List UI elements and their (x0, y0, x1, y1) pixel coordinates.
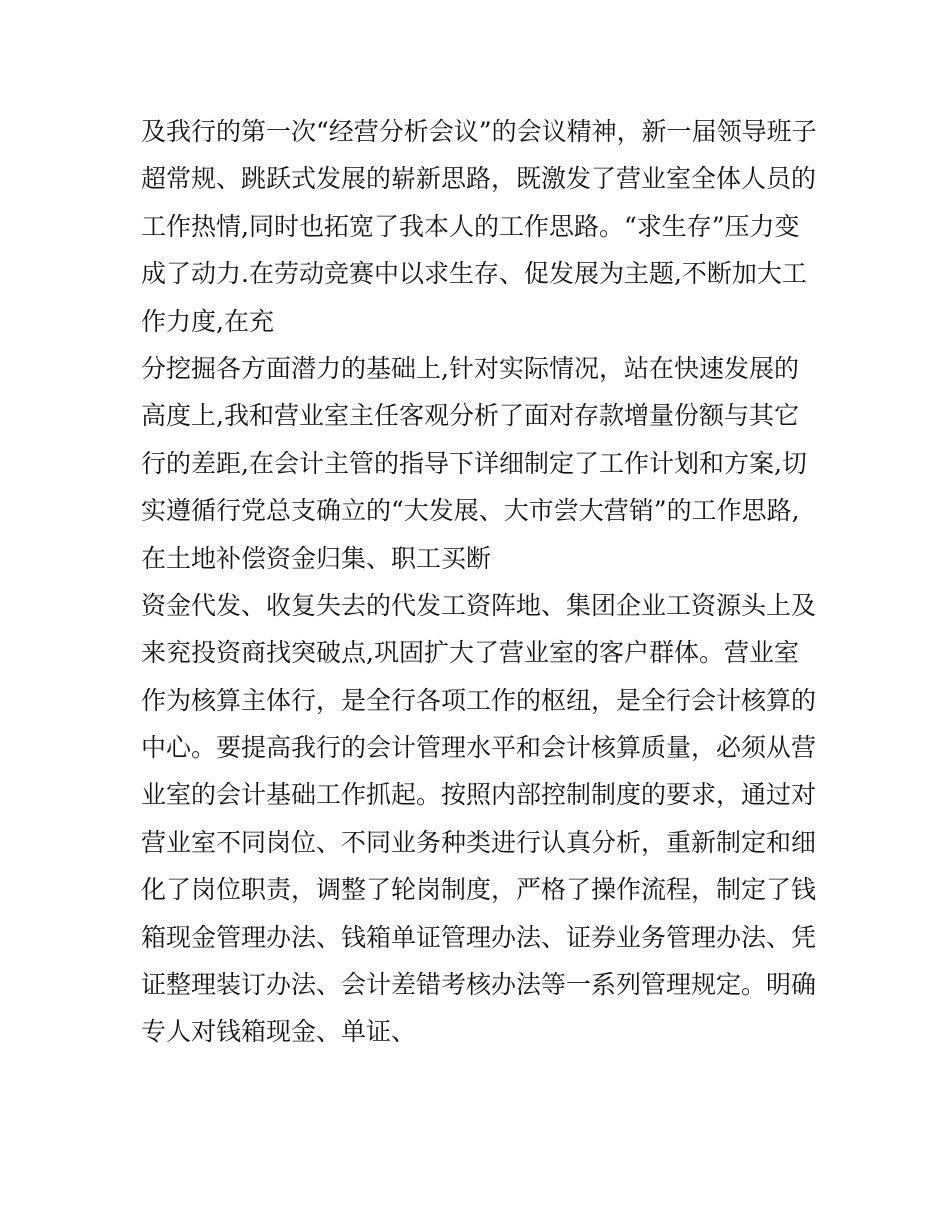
text-line: 资金代发、收复失去的代发工资阵地、集团企业工资源头上及 (141, 590, 817, 620)
text-line: 来兖投资商找突破点,巩固扩大了营业室的客户群体。营业室 (141, 638, 799, 668)
text-line: 化了岗位职责，调整了轮岗制度，严格了操作流程，制定了钱 (141, 875, 817, 905)
text-line: 业室的会计基础工作抓起。按照内部控制制度的要求，通过对 (141, 780, 817, 810)
body-text (141, 108, 831, 1056)
text-line: 工作热情,同时也拓宽了我本人的工作思路。“求生存”压力变 (141, 211, 800, 241)
text-line: 证整理装订办法、会计差错考核办法等一系列管理规定。明确 (141, 970, 817, 1000)
text-line: 及我行的第一次“经营分析会议”的会议精神，新一届领导班子 (141, 117, 817, 146)
text-line: 箱现金管理办法、钱箱单证管理办法、证券业务管理办法、凭 (141, 922, 817, 952)
text-line: 中心。要提高我行的会计管理水平和会计核算质量，必须从营 (141, 733, 817, 763)
text-line: 行的差距,在会计主管的指导下详细制定了工作计划和方案,切 (141, 448, 807, 478)
text-line: 成了动力.在劳动竞赛中以求生存、促发展为主题,不断加大工 (141, 259, 807, 289)
text-line: 高度上,我和营业室主任客观分析了面对存款增量份额与其它 (141, 401, 799, 431)
text-line: 超常规、跳跃式发展的崭新思路，既激发了营业室全体人员的 (141, 164, 817, 194)
text-line: 实遵循行党总支确立的“大发展、大市尝大营销”的工作思路, (141, 496, 800, 526)
text-line: 作为核算主体行，是全行各项工作的枢纽，是全行会计核算的 (141, 685, 817, 715)
text-line: 营业室不同岗位、不同业务种类进行认真分析，重新制定和细 (141, 827, 817, 857)
text-line: 分挖掘各方面潜力的基础上,针对实际情况，站在快速发展的 (141, 353, 799, 383)
text-line: 作力度,在充 (141, 306, 274, 336)
text-line: 专人对钱箱现金、单证、 (141, 1017, 417, 1047)
text-line: 在土地补偿资金归集、职工买断 (141, 543, 492, 573)
